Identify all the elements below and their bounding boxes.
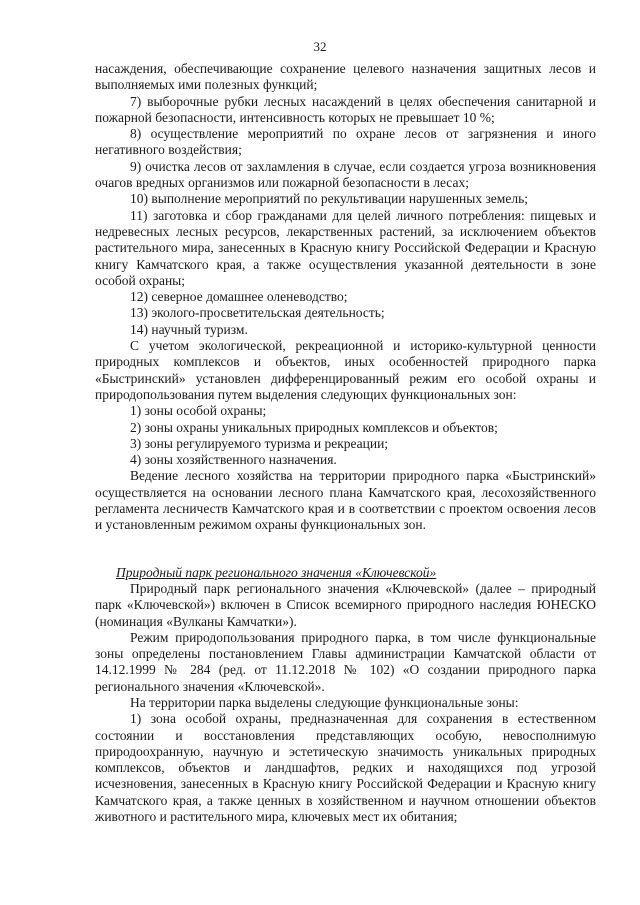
list-item: 11) заготовка и сбор гражданами для целей личного потребления: пищевых и недревесных лесных ресурсов, лекарственных растений, за исключением объектов растительного мира, занесенных в Красную книгу Российской Федерации и Красную книгу Камчатского края, а также осуществления указанной деятельности в зоне особой охраны; xyxy=(95,207,596,288)
list-item: 3) зоны регулируемого туризма и рекреации; xyxy=(130,435,389,451)
list-item: 8) осуществление мероприятий по охране лесов от загрязнения и иного негативного воздействия; xyxy=(95,126,596,158)
list-item: 9) очистка лесов от захламления в случае, если создается угроза возникновения очагов вредных организмов или пожарной безопасности в лесах; xyxy=(95,158,596,191)
document-body xyxy=(95,61,596,825)
section-heading: Природный парк регионального значения «Ключевской» xyxy=(116,564,437,580)
list-item: 1) зона особой охраны, предназначенная для сохранения в естественном состоянии и восстановления представляющих особую, невосполнимую природоохранную, научную и эстетическую значимость уникальных природных комплексов, объектов и ландшафтов, редких и находящихся под угрозой исчезновения, занесенных в Красную книгу Российской Федерации и Красную книгу Камчатского края, а также ценных в хозяйственном и научном отношении объектов животного и растительного мира, ключевых мест их обитания; xyxy=(95,711,596,825)
list-item: 1) зоны особой охраны; xyxy=(130,403,267,419)
paragraph: насаждения, обеспечивающие сохранение целевого назначения защитных лесов и выполняемых ими полезных функций; xyxy=(95,61,596,93)
list-item: 7) выборочные рубки лесных насаждений в целях обеспечения санитарной и пожарной безопасности, интенсивность которых не превышает 10 %; xyxy=(95,93,596,125)
list-item: 12) северное домашнее оленеводство; xyxy=(130,289,348,305)
page-number: 32 xyxy=(313,39,327,54)
paragraph: Природный парк регионального значения «Ключевской» (далее – природный парк «Ключевской») включен в Список всемирного природного наследия ЮНЕСКО (номинация «Вулканы Камчатки»). xyxy=(95,580,596,629)
paragraph: С учетом экологической, рекреационной и историко-культурной ценности природных комплексов и объектов, иных особенностей природного парка «Быстринский» установлен дифференцированный режим его особой охраны и природопользования путем выделения следующих функциональных зон: xyxy=(95,338,596,402)
paragraph: Режим природопользования природного парка, в том числе функциональные зоны определены постановлением Главы администрации Камчатской области от 14.12.1999 № 284 (ред. от 11.12.2018 № 102) «О создании природного парка регионального значения «Ключевской». xyxy=(95,629,596,694)
paragraph: На территории парка выделены следующие функциональные зоны: xyxy=(130,694,519,710)
list-item: 10) выполнение мероприятий по рекультивации нарушенных земель; xyxy=(130,191,528,207)
paragraph: Ведение лесного хозяйства на территории природного парка «Быстринский» осуществляется на основании лесного плана Камчатского края, лесохозяйственного регламента лесничеств Камчатского края и в соответствии с проектом освоения лесов и установленным режимом охраны функциональных зон. xyxy=(95,468,596,533)
section-gap xyxy=(95,534,596,565)
list-item: 13) эколого-просветительская деятельность; xyxy=(130,305,385,321)
list-item: 2) зоны охраны уникальных природных комплексов и объектов; xyxy=(130,419,498,435)
list-item: 14) научный туризм. xyxy=(130,321,248,337)
list-item: 4) зоны хозяйственного назначения. xyxy=(130,452,337,468)
